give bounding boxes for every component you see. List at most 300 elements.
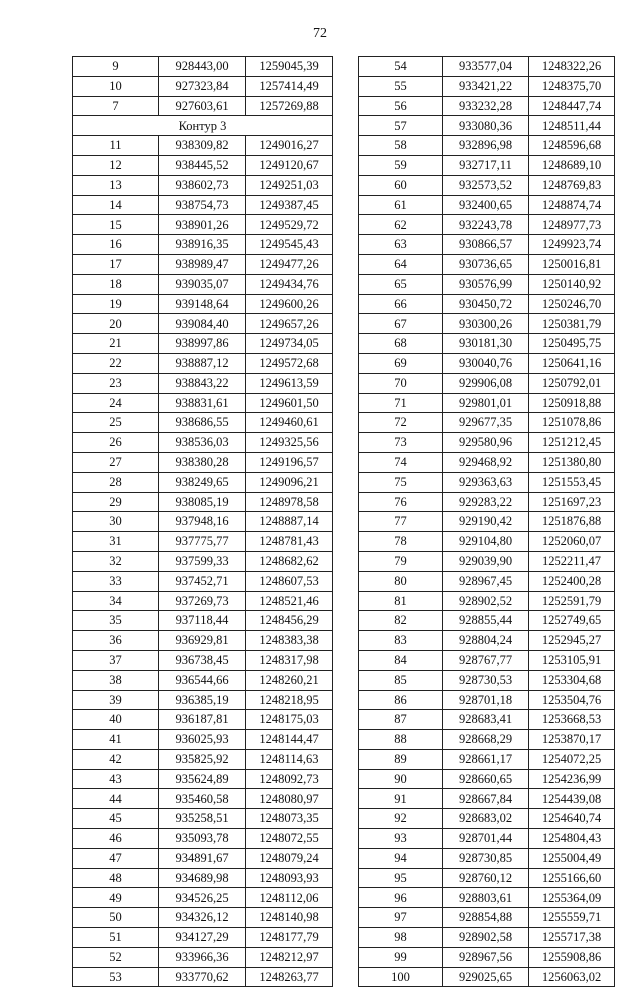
table-row: [359, 829, 615, 849]
point-number-cell: 32: [73, 551, 159, 571]
x-coordinate-cell: 928443,00: [159, 57, 246, 77]
x-coordinate-cell: 928804,24: [443, 631, 529, 651]
y-coordinate-cell: 1249477,26: [246, 254, 333, 274]
y-coordinate-cell: 1249529,72: [246, 215, 333, 235]
y-coordinate-cell: 1248874,74: [529, 195, 615, 215]
table-row: [73, 175, 333, 195]
y-coordinate-cell: 1250495,75: [529, 334, 615, 354]
y-coordinate-cell: 1250918,88: [529, 393, 615, 413]
point-number-cell: 91: [359, 789, 443, 809]
y-coordinate-cell: 1249545,43: [246, 235, 333, 255]
y-coordinate-cell: 1253668,53: [529, 710, 615, 730]
x-coordinate-cell: 935093,78: [159, 829, 246, 849]
point-number-cell: 52: [73, 947, 159, 967]
x-coordinate-cell: 928967,45: [443, 571, 529, 591]
table-row: [73, 532, 333, 552]
point-number-cell: 49: [73, 888, 159, 908]
x-coordinate-cell: 930736,65: [443, 254, 529, 274]
point-number-cell: 48: [73, 868, 159, 888]
table-row: [73, 452, 333, 472]
point-number-cell: 59: [359, 155, 443, 175]
y-coordinate-cell: 1256063,02: [529, 967, 615, 987]
table-row: [73, 314, 333, 334]
x-coordinate-cell: 933232,28: [443, 96, 529, 116]
x-coordinate-cell: 928803,61: [443, 888, 529, 908]
x-coordinate-cell: 934526,25: [159, 888, 246, 908]
y-coordinate-cell: 1248092,73: [246, 769, 333, 789]
table-row: [359, 888, 615, 908]
x-coordinate-cell: 937118,44: [159, 611, 246, 631]
table-row: [73, 57, 333, 77]
y-coordinate-cell: 1251212,45: [529, 433, 615, 453]
table-row: [359, 492, 615, 512]
table-row: [359, 254, 615, 274]
point-number-cell: 22: [73, 353, 159, 373]
table-row: [73, 373, 333, 393]
table-row: [359, 452, 615, 472]
y-coordinate-cell: 1248887,14: [246, 512, 333, 532]
point-number-cell: 100: [359, 967, 443, 987]
table-row: [359, 611, 615, 631]
section-title: Контур 3: [73, 116, 333, 136]
y-coordinate-cell: 1248093,93: [246, 868, 333, 888]
x-coordinate-cell: 928967,56: [443, 947, 529, 967]
point-number-cell: 28: [73, 472, 159, 492]
y-coordinate-cell: 1255559,71: [529, 908, 615, 928]
x-coordinate-cell: 938887,12: [159, 353, 246, 373]
table-row: [73, 789, 333, 809]
table-row: [359, 571, 615, 591]
table-row: [73, 769, 333, 789]
table-row: [73, 294, 333, 314]
point-number-cell: 54: [359, 57, 443, 77]
y-coordinate-cell: 1252060,07: [529, 532, 615, 552]
y-coordinate-cell: 1248114,63: [246, 749, 333, 769]
table-row: [73, 512, 333, 532]
y-coordinate-cell: 1253504,76: [529, 690, 615, 710]
point-number-cell: 51: [73, 928, 159, 948]
x-coordinate-cell: 930576,99: [443, 274, 529, 294]
y-coordinate-cell: 1249434,76: [246, 274, 333, 294]
point-number-cell: 66: [359, 294, 443, 314]
x-coordinate-cell: 938843,22: [159, 373, 246, 393]
y-coordinate-cell: 1248521,46: [246, 591, 333, 611]
point-number-cell: 93: [359, 829, 443, 849]
table-row: [359, 195, 615, 215]
point-number-cell: 12: [73, 155, 159, 175]
y-coordinate-cell: 1250140,92: [529, 274, 615, 294]
y-coordinate-cell: 1250016,81: [529, 254, 615, 274]
point-number-cell: 63: [359, 235, 443, 255]
point-number-cell: 41: [73, 730, 159, 750]
x-coordinate-cell: 928701,44: [443, 829, 529, 849]
x-coordinate-cell: 934689,98: [159, 868, 246, 888]
point-number-cell: 11: [73, 136, 159, 156]
y-coordinate-cell: 1249120,67: [246, 155, 333, 175]
y-coordinate-cell: 1248978,58: [246, 492, 333, 512]
x-coordinate-cell: 929039,90: [443, 551, 529, 571]
table-row: [359, 710, 615, 730]
x-coordinate-cell: 929801,01: [443, 393, 529, 413]
x-coordinate-cell: 938997,86: [159, 334, 246, 354]
point-number-cell: 62: [359, 215, 443, 235]
coordinates-table-right-body: [359, 57, 615, 987]
x-coordinate-cell: 938754,73: [159, 195, 246, 215]
point-number-cell: 53: [73, 967, 159, 987]
x-coordinate-cell: 937948,16: [159, 512, 246, 532]
x-coordinate-cell: 929906,08: [443, 373, 529, 393]
table-row: [73, 690, 333, 710]
table-row: [359, 789, 615, 809]
x-coordinate-cell: 928683,02: [443, 809, 529, 829]
table-row: [359, 274, 615, 294]
y-coordinate-cell: 1252211,47: [529, 551, 615, 571]
x-coordinate-cell: 930300,26: [443, 314, 529, 334]
x-coordinate-cell: 932896,98: [443, 136, 529, 156]
y-coordinate-cell: 1257414,49: [246, 76, 333, 96]
x-coordinate-cell: 929580,96: [443, 433, 529, 453]
y-coordinate-cell: 1253105,91: [529, 650, 615, 670]
y-coordinate-cell: 1249600,26: [246, 294, 333, 314]
y-coordinate-cell: 1248781,43: [246, 532, 333, 552]
table-row: [73, 730, 333, 750]
y-coordinate-cell: 1249923,74: [529, 235, 615, 255]
point-number-cell: 56: [359, 96, 443, 116]
table-row: [73, 551, 333, 571]
x-coordinate-cell: 927603,61: [159, 96, 246, 116]
table-row: [359, 116, 615, 136]
x-coordinate-cell: 937775,77: [159, 532, 246, 552]
table-row: [359, 393, 615, 413]
point-number-cell: 25: [73, 413, 159, 433]
point-number-cell: 99: [359, 947, 443, 967]
y-coordinate-cell: 1254640,74: [529, 809, 615, 829]
table-row: [73, 631, 333, 651]
table-row: [73, 848, 333, 868]
x-coordinate-cell: 928902,58: [443, 928, 529, 948]
y-coordinate-cell: 1248260,21: [246, 670, 333, 690]
table-row: [359, 670, 615, 690]
x-coordinate-cell: 936187,81: [159, 710, 246, 730]
point-number-cell: 92: [359, 809, 443, 829]
point-number-cell: 45: [73, 809, 159, 829]
x-coordinate-cell: 928760,12: [443, 868, 529, 888]
y-coordinate-cell: 1248080,97: [246, 789, 333, 809]
point-number-cell: 55: [359, 76, 443, 96]
point-number-cell: 7: [73, 96, 159, 116]
y-coordinate-cell: 1248175,03: [246, 710, 333, 730]
y-coordinate-cell: 1248140,98: [246, 908, 333, 928]
y-coordinate-cell: 1252400,28: [529, 571, 615, 591]
point-number-cell: 9: [73, 57, 159, 77]
table-row: [359, 155, 615, 175]
y-coordinate-cell: 1255166,60: [529, 868, 615, 888]
table-row: [359, 532, 615, 552]
y-coordinate-cell: 1250641,16: [529, 353, 615, 373]
table-row: [359, 928, 615, 948]
y-coordinate-cell: 1248769,83: [529, 175, 615, 195]
point-number-cell: 46: [73, 829, 159, 849]
table-row: [73, 908, 333, 928]
x-coordinate-cell: 938249,65: [159, 472, 246, 492]
point-number-cell: 17: [73, 254, 159, 274]
point-number-cell: 10: [73, 76, 159, 96]
y-coordinate-cell: 1249196,57: [246, 452, 333, 472]
y-coordinate-cell: 1248511,44: [529, 116, 615, 136]
point-number-cell: 61: [359, 195, 443, 215]
x-coordinate-cell: 936738,45: [159, 650, 246, 670]
y-coordinate-cell: 1251553,45: [529, 472, 615, 492]
x-coordinate-cell: 928855,44: [443, 611, 529, 631]
x-coordinate-cell: 934127,29: [159, 928, 246, 948]
x-coordinate-cell: 928854,88: [443, 908, 529, 928]
point-number-cell: 37: [73, 650, 159, 670]
y-coordinate-cell: 1248607,53: [246, 571, 333, 591]
table-row: [359, 591, 615, 611]
point-number-cell: 23: [73, 373, 159, 393]
point-number-cell: 18: [73, 274, 159, 294]
x-coordinate-cell: 936385,19: [159, 690, 246, 710]
y-coordinate-cell: 1251380,80: [529, 452, 615, 472]
x-coordinate-cell: 932400,65: [443, 195, 529, 215]
x-coordinate-cell: 928730,53: [443, 670, 529, 690]
table-row: [73, 967, 333, 987]
y-coordinate-cell: 1249601,50: [246, 393, 333, 413]
x-coordinate-cell: 932573,52: [443, 175, 529, 195]
point-number-cell: 94: [359, 848, 443, 868]
x-coordinate-cell: 938916,35: [159, 235, 246, 255]
y-coordinate-cell: 1248073,35: [246, 809, 333, 829]
point-number-cell: 30: [73, 512, 159, 532]
x-coordinate-cell: 938901,26: [159, 215, 246, 235]
y-coordinate-cell: 1248218,95: [246, 690, 333, 710]
point-number-cell: 27: [73, 452, 159, 472]
table-row: [73, 670, 333, 690]
table-row: [359, 908, 615, 928]
table-row: [73, 274, 333, 294]
point-number-cell: 21: [73, 334, 159, 354]
y-coordinate-cell: 1251876,88: [529, 512, 615, 532]
point-number-cell: 82: [359, 611, 443, 631]
point-number-cell: 95: [359, 868, 443, 888]
point-number-cell: 84: [359, 650, 443, 670]
table-row: [359, 314, 615, 334]
y-coordinate-cell: 1248689,10: [529, 155, 615, 175]
table-row: [73, 868, 333, 888]
x-coordinate-cell: 936025,93: [159, 730, 246, 750]
point-number-cell: 40: [73, 710, 159, 730]
point-number-cell: 78: [359, 532, 443, 552]
x-coordinate-cell: 939084,40: [159, 314, 246, 334]
y-coordinate-cell: 1249613,59: [246, 373, 333, 393]
point-number-cell: 60: [359, 175, 443, 195]
point-number-cell: 36: [73, 631, 159, 651]
point-number-cell: 85: [359, 670, 443, 690]
y-coordinate-cell: 1249572,68: [246, 353, 333, 373]
x-coordinate-cell: 929104,80: [443, 532, 529, 552]
table-row: [359, 373, 615, 393]
point-number-cell: 98: [359, 928, 443, 948]
y-coordinate-cell: 1248596,68: [529, 136, 615, 156]
x-coordinate-cell: 937599,33: [159, 551, 246, 571]
x-coordinate-cell: 932717,11: [443, 155, 529, 175]
y-coordinate-cell: 1255364,09: [529, 888, 615, 908]
y-coordinate-cell: 1254804,43: [529, 829, 615, 849]
x-coordinate-cell: 933577,04: [443, 57, 529, 77]
table-row: [359, 809, 615, 829]
y-coordinate-cell: 1248977,73: [529, 215, 615, 235]
y-coordinate-cell: 1248682,62: [246, 551, 333, 571]
x-coordinate-cell: 934891,67: [159, 848, 246, 868]
y-coordinate-cell: 1248072,55: [246, 829, 333, 849]
table-row: [359, 551, 615, 571]
table-row: [73, 749, 333, 769]
table-row: [73, 215, 333, 235]
coordinates-table-right: [358, 56, 615, 987]
x-coordinate-cell: 939148,64: [159, 294, 246, 314]
table-row: [359, 136, 615, 156]
x-coordinate-cell: 935624,89: [159, 769, 246, 789]
table-row: [73, 433, 333, 453]
point-number-cell: 24: [73, 393, 159, 413]
y-coordinate-cell: 1248263,77: [246, 967, 333, 987]
table-row: [73, 571, 333, 591]
table-row: [359, 769, 615, 789]
y-coordinate-cell: 1251697,23: [529, 492, 615, 512]
x-coordinate-cell: 938686,55: [159, 413, 246, 433]
x-coordinate-cell: 933966,36: [159, 947, 246, 967]
point-number-cell: 83: [359, 631, 443, 651]
y-coordinate-cell: 1257269,88: [246, 96, 333, 116]
y-coordinate-cell: 1249387,45: [246, 195, 333, 215]
point-number-cell: 73: [359, 433, 443, 453]
table-row: [359, 472, 615, 492]
table-row: [73, 96, 333, 116]
y-coordinate-cell: 1249251,03: [246, 175, 333, 195]
y-coordinate-cell: 1252749,65: [529, 611, 615, 631]
table-row: [73, 353, 333, 373]
x-coordinate-cell: 929677,35: [443, 413, 529, 433]
x-coordinate-cell: 938831,61: [159, 393, 246, 413]
point-number-cell: 96: [359, 888, 443, 908]
table-row: [73, 254, 333, 274]
table-row: [73, 413, 333, 433]
point-number-cell: 76: [359, 492, 443, 512]
x-coordinate-cell: 928683,41: [443, 710, 529, 730]
table-row: [73, 334, 333, 354]
table-row: [73, 235, 333, 255]
y-coordinate-cell: 1248212,97: [246, 947, 333, 967]
table-row: [73, 76, 333, 96]
point-number-cell: 81: [359, 591, 443, 611]
y-coordinate-cell: 1249096,21: [246, 472, 333, 492]
y-coordinate-cell: 1250381,79: [529, 314, 615, 334]
point-number-cell: 75: [359, 472, 443, 492]
point-number-cell: 31: [73, 532, 159, 552]
point-number-cell: 97: [359, 908, 443, 928]
y-coordinate-cell: 1248144,47: [246, 730, 333, 750]
x-coordinate-cell: 929283,22: [443, 492, 529, 512]
table-row: [359, 730, 615, 750]
y-coordinate-cell: 1249016,27: [246, 136, 333, 156]
point-number-cell: 13: [73, 175, 159, 195]
table-row: [359, 76, 615, 96]
point-number-cell: 67: [359, 314, 443, 334]
point-number-cell: 15: [73, 215, 159, 235]
y-coordinate-cell: 1253870,17: [529, 730, 615, 750]
point-number-cell: 33: [73, 571, 159, 591]
table-row: [359, 749, 615, 769]
x-coordinate-cell: 928730,85: [443, 848, 529, 868]
x-coordinate-cell: 935258,51: [159, 809, 246, 829]
x-coordinate-cell: 936929,81: [159, 631, 246, 651]
x-coordinate-cell: 935825,92: [159, 749, 246, 769]
point-number-cell: 20: [73, 314, 159, 334]
table-row: [359, 175, 615, 195]
x-coordinate-cell: 928667,84: [443, 789, 529, 809]
x-coordinate-cell: 930450,72: [443, 294, 529, 314]
y-coordinate-cell: 1254072,25: [529, 749, 615, 769]
point-number-cell: 77: [359, 512, 443, 532]
x-coordinate-cell: 930040,76: [443, 353, 529, 373]
point-number-cell: 65: [359, 274, 443, 294]
x-coordinate-cell: 938309,82: [159, 136, 246, 156]
point-number-cell: 72: [359, 413, 443, 433]
x-coordinate-cell: 929468,92: [443, 452, 529, 472]
x-coordinate-cell: 938380,28: [159, 452, 246, 472]
table-row: [359, 433, 615, 453]
table-row: [73, 947, 333, 967]
x-coordinate-cell: 930181,30: [443, 334, 529, 354]
y-coordinate-cell: 1253304,68: [529, 670, 615, 690]
table-row: [359, 650, 615, 670]
table-row: [73, 195, 333, 215]
table-row: [73, 136, 333, 156]
y-coordinate-cell: 1250792,01: [529, 373, 615, 393]
table-row: [73, 710, 333, 730]
x-coordinate-cell: 929025,65: [443, 967, 529, 987]
x-coordinate-cell: 928660,65: [443, 769, 529, 789]
y-coordinate-cell: 1248177,79: [246, 928, 333, 948]
y-coordinate-cell: 1248375,70: [529, 76, 615, 96]
x-coordinate-cell: 928668,29: [443, 730, 529, 750]
point-number-cell: 69: [359, 353, 443, 373]
y-coordinate-cell: 1250246,70: [529, 294, 615, 314]
y-coordinate-cell: 1248383,38: [246, 631, 333, 651]
x-coordinate-cell: 935460,58: [159, 789, 246, 809]
point-number-cell: 50: [73, 908, 159, 928]
point-number-cell: 89: [359, 749, 443, 769]
y-coordinate-cell: 1249460,61: [246, 413, 333, 433]
x-coordinate-cell: 928661,17: [443, 749, 529, 769]
table-row: [359, 294, 615, 314]
x-coordinate-cell: 936544,66: [159, 670, 246, 690]
y-coordinate-cell: 1249325,56: [246, 433, 333, 453]
x-coordinate-cell: 938536,03: [159, 433, 246, 453]
point-number-cell: 64: [359, 254, 443, 274]
table-row: [359, 848, 615, 868]
table-row: [73, 928, 333, 948]
point-number-cell: 68: [359, 334, 443, 354]
x-coordinate-cell: 938085,19: [159, 492, 246, 512]
point-number-cell: 19: [73, 294, 159, 314]
x-coordinate-cell: 938445,52: [159, 155, 246, 175]
y-coordinate-cell: 1248079,24: [246, 848, 333, 868]
y-coordinate-cell: 1249734,05: [246, 334, 333, 354]
x-coordinate-cell: 938989,47: [159, 254, 246, 274]
point-number-cell: 86: [359, 690, 443, 710]
point-number-cell: 87: [359, 710, 443, 730]
